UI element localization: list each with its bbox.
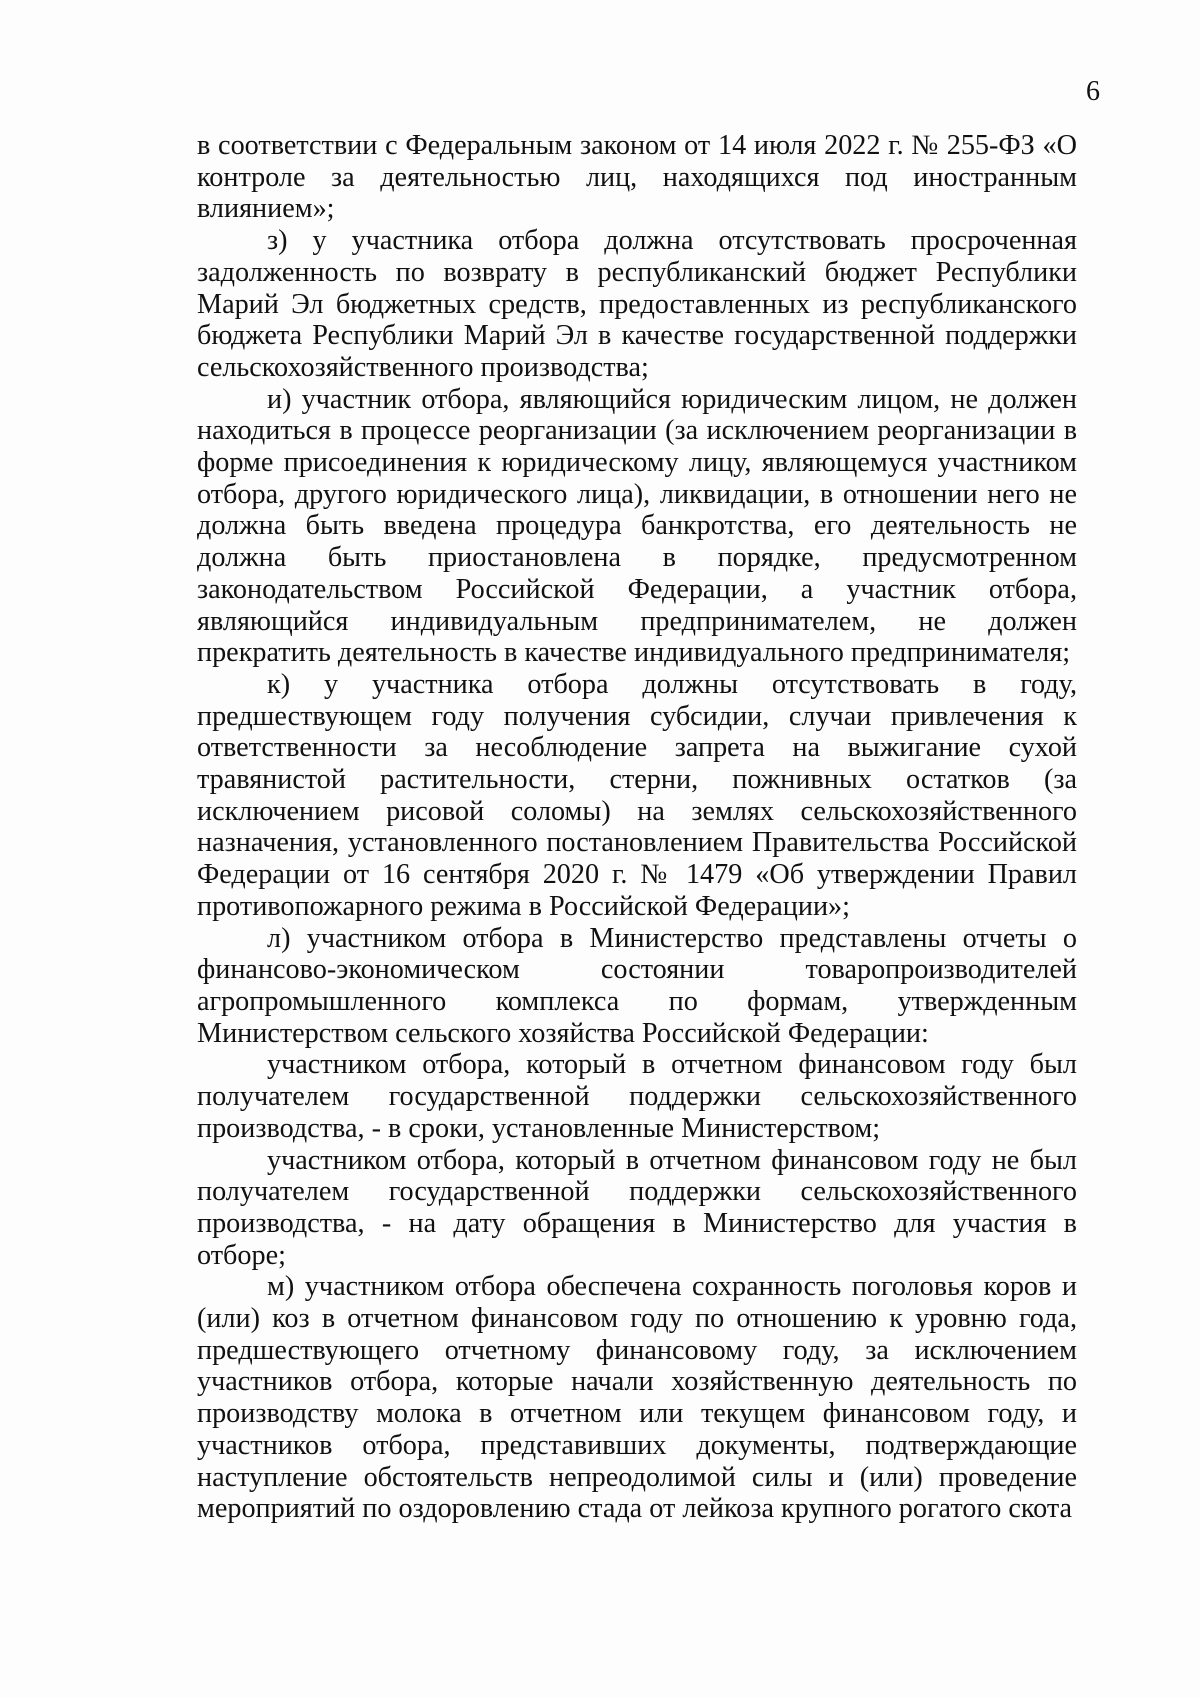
paragraph-item-l: л) участником отбора в Министерство представлены отчеты о финансово-экономическом состоянии товаропроизводителей агропромышленного комплекса по формам, утвержденным Министерством сельского хозяйства Российской Федерации: — [197, 922, 1077, 1049]
paragraph-item-m: м) участником отбора обеспечена сохранность поголовья коров и (или) коз в отчетном финансовом году по отношению к уровню года, предшествующего отчетному финансовому году, за исключением участников отбора, которые начали хозяйственную деятельность по производству молока в отчетном или текущем финансовом году, и участников отбора, представивших документы, подтверждающие наступление обстоятельств непреодолимой силы и (или) проведение мероприятий по оздоровлению стада от лейкоза крупного рогатого скота — [197, 1271, 1077, 1525]
document-body — [197, 130, 1077, 1525]
paragraph-sub-non-recipient: участником отбора, который в отчетном финансовом году не был получателем государственной поддержки сельскохозяйственного производства, - на дату обращения в Министерство для участия в отборе; — [197, 1144, 1077, 1271]
paragraph-item-i: и) участник отбора, являющийся юридическим лицом, не должен находиться в процессе реорганизации (за исключением реорганизации в форме присоединения к юридическому лицу, являющемуся участником отбора, другого юридического лица), ликвидации, в отношении него не должна быть введена процедура банкротства, его деятельность не должна быть приостановлена в порядке, предусмотренном законодательством Российской Федерации, а участник отбора, являющийся индивидуальным предпринимателем, не должен прекратить деятельность в качестве индивидуального предпринимателя; — [197, 383, 1077, 669]
paragraph-item-k: к) у участника отбора должны отсутствовать в году, предшествующем году получения субсидии, случаи привлечения к ответственности за несоблюдение запрета на выжигание сухой травянистой растительности, стерни, пожнивных остатков (за исключением рисовой соломы) на землях сельскохозяйственного назначения, установленного постановлением Правительства Российской Федерации от 16 сентября 2020 г. № 1479 «Об утверждении Правил противопожарного режима в Российской Федерации»; — [197, 668, 1077, 922]
paragraph-sub-recipient: участником отбора, который в отчетном финансовом году был получателем государственной поддержки сельскохозяйственного производства, - в сроки, установленные Министерством; — [197, 1049, 1077, 1144]
paragraph-item-z: з) у участника отбора должна отсутствовать просроченная задолженность по возврату в республиканский бюджет Республики Марий Эл бюджетных средств, предоставленных из республиканского бюджета Республики Марий Эл в качестве государственной поддержки сельскохозяйственного производства; — [197, 225, 1077, 383]
paragraph-continuation: в соответствии с Федеральным законом от 14 июля 2022 г. № 255-ФЗ «О контроле за деятельностью лиц, находящихся под иностранным влиянием»; — [197, 130, 1077, 225]
page-number: 6 — [1086, 76, 1100, 107]
